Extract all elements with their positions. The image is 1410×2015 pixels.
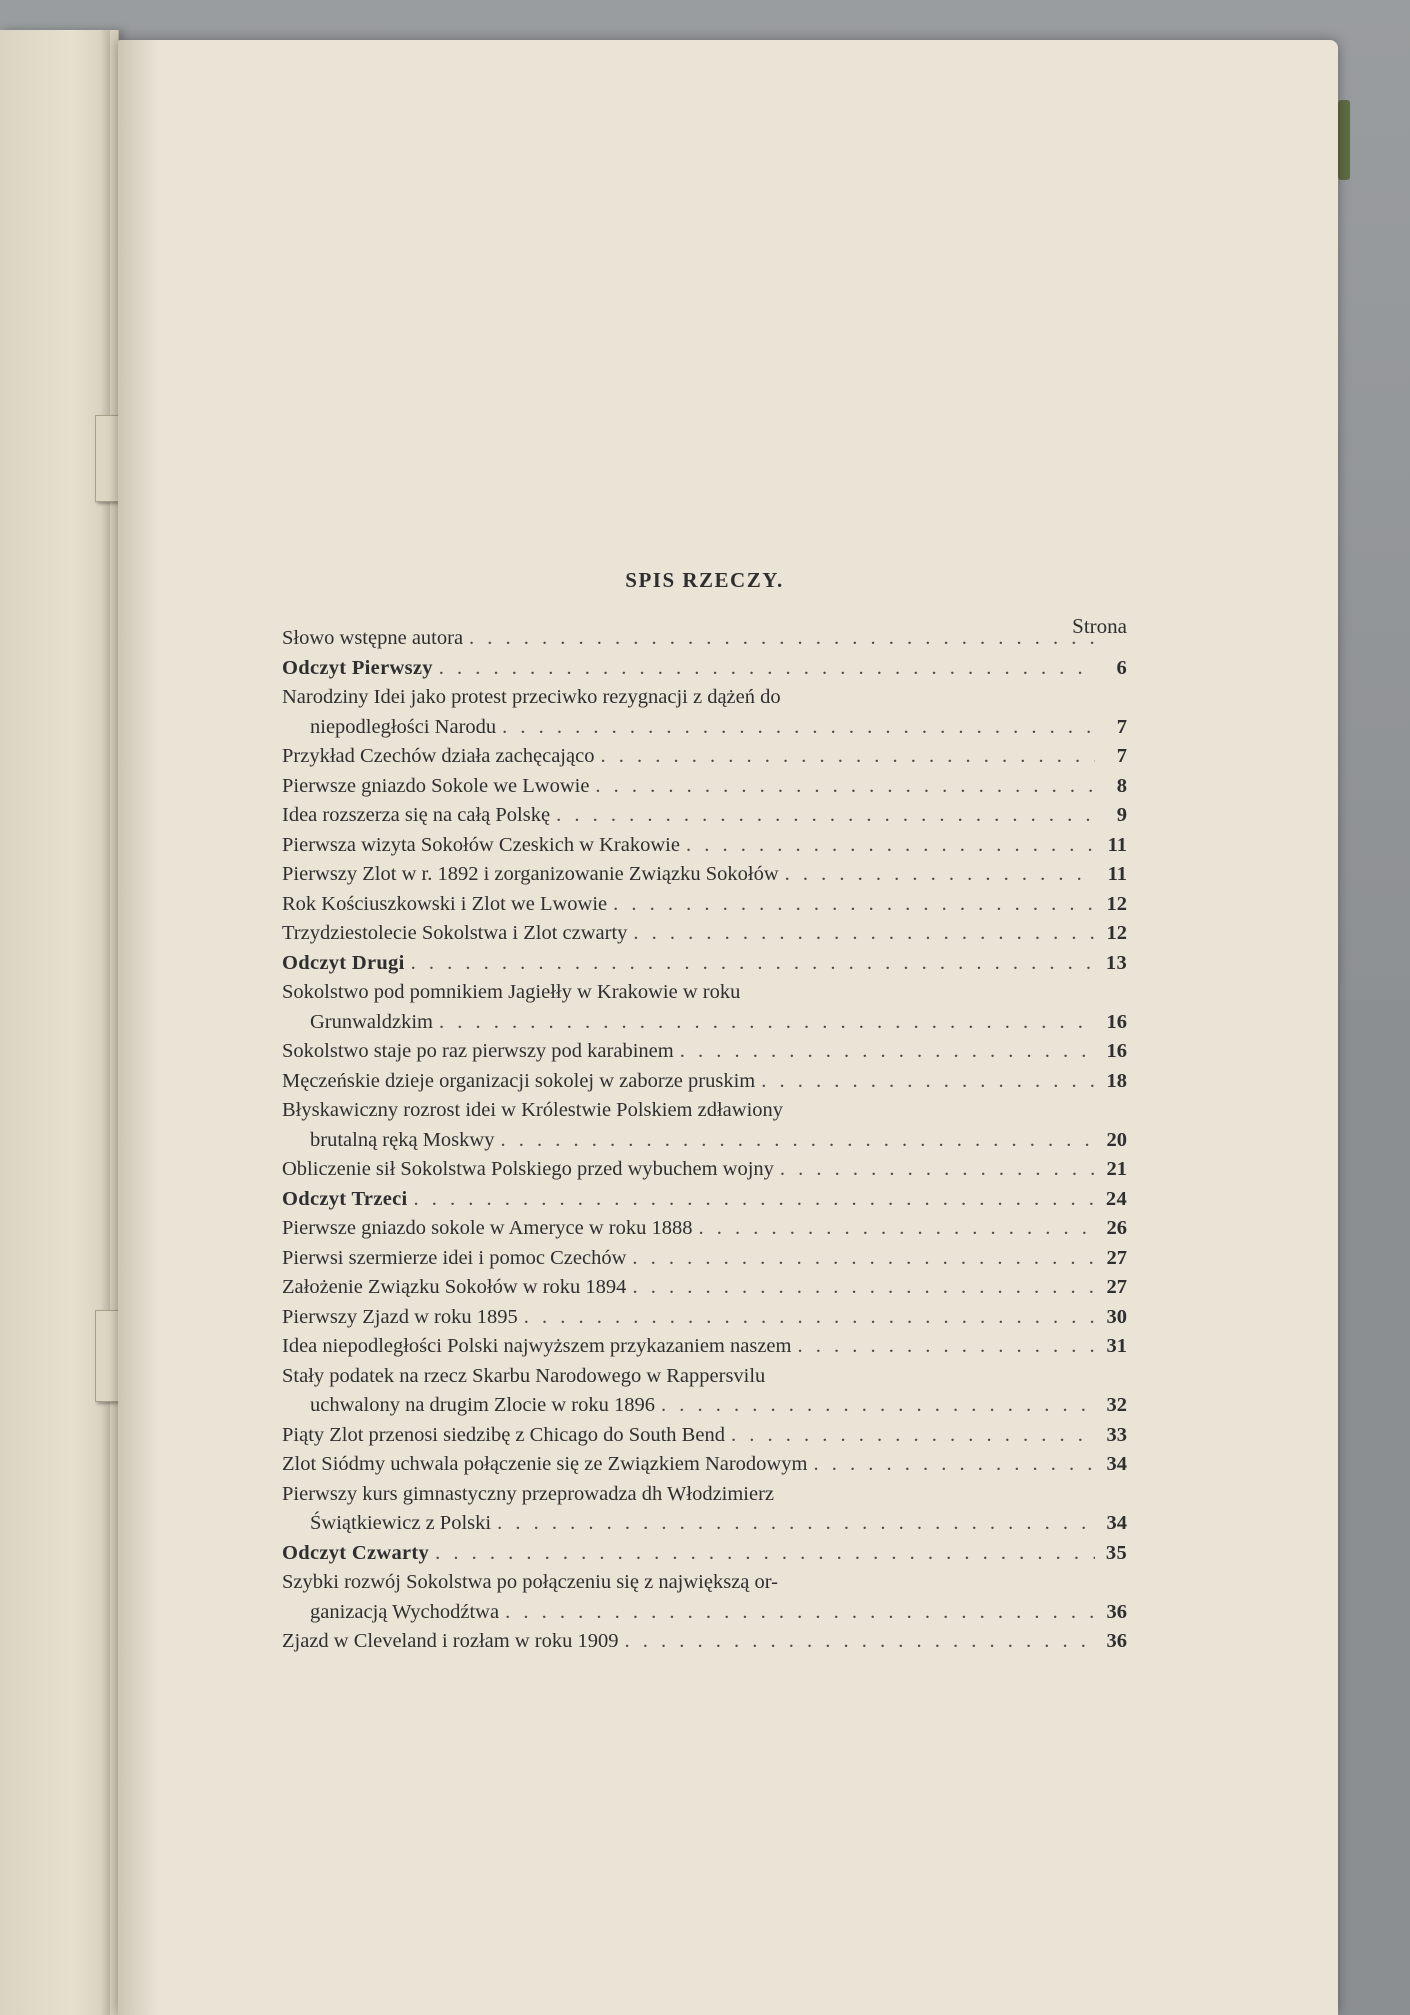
dot-leader — [680, 1037, 1095, 1067]
toc-entry-page-number: 21 — [1106, 1158, 1127, 1180]
toc-entry-page-number: 12 — [1106, 892, 1127, 915]
toc-entry-page-number: 7 — [1116, 745, 1127, 767]
toc-entry — [282, 919, 1127, 949]
toc-entry-page-number: 34 — [1106, 1453, 1127, 1475]
page-shadow — [100, 30, 110, 2015]
toc-entry-title: Trzydziestolecie Sokolstwa i Zlot czwarty — [282, 922, 628, 944]
toc-entry-title-line: Pierwszy kurs gimnastyczny przeprowadza dh Włodzimierz — [282, 1482, 775, 1505]
toc-entry-title: Piąty Zlot przenosi siedzibę z Chicago do South Bend — [282, 1423, 725, 1446]
toc-entry-page-number: 9 — [1116, 804, 1127, 826]
toc-entry-title: Odczyt Pierwszy — [282, 656, 433, 679]
toc-entry-page-number: 16 — [1106, 1010, 1127, 1033]
toc-entry-title: brutalną ręką Moskwy — [310, 1128, 495, 1151]
dot-leader — [439, 654, 1095, 684]
toc-entry — [282, 1067, 1127, 1097]
toc-title: SPIS RZECZY. — [625, 568, 784, 592]
toc-entry-title: Odczyt Trzeci — [282, 1187, 408, 1210]
toc-entry-title: Rok Kościuszkowski i Zlot we Lwowie — [282, 892, 608, 915]
toc-entry-title: Męczeńskie dzieje organizacji sokolej w zaborze pruskim — [282, 1069, 756, 1092]
toc-entry — [282, 1480, 1127, 1539]
toc-entry — [282, 1096, 1127, 1155]
toc-entry — [282, 683, 1127, 742]
toc-entry-title: niepodległości Narodu — [310, 715, 497, 738]
toc-entry-title: Grunwaldzkim — [310, 1010, 433, 1033]
toc-entry — [282, 1273, 1127, 1303]
dot-leader — [411, 949, 1095, 979]
toc-entry — [282, 1450, 1127, 1480]
toc-entry-page-number: 31 — [1106, 1335, 1127, 1357]
toc-entry-page-number: 34 — [1106, 1512, 1127, 1534]
toc-entry-title: Słowo wstępne autora — [282, 627, 464, 649]
toc-entry — [282, 1244, 1127, 1274]
toc-entry-page-number: 6 — [1116, 656, 1127, 679]
toc-entry-title: Zjazd w Cleveland i rozłam w roku 1909 — [282, 1630, 619, 1652]
toc-entry — [282, 1332, 1127, 1362]
dot-leader — [414, 1185, 1095, 1215]
toc-entry — [282, 1627, 1127, 1657]
toc-entry — [282, 890, 1127, 920]
toc-entry-page-number: 11 — [1107, 833, 1127, 856]
toc-entry — [282, 1037, 1127, 1067]
toc-entry — [282, 742, 1127, 772]
toc-entry — [282, 1214, 1127, 1244]
toc-entry-title-line: Sokolstwo pod pomnikiem Jagiełły w Krakowie w roku — [282, 981, 741, 1003]
toc-entry-page-number: 7 — [1116, 715, 1127, 738]
dot-leader — [785, 860, 1095, 890]
dot-leader — [632, 1244, 1095, 1274]
toc-entry-page-number: 13 — [1105, 951, 1127, 974]
toc-entries — [282, 624, 1127, 1657]
toc-entry-title: Pierwszy Zlot w r. 1892 i zorganizowanie Związku Sokołów — [282, 863, 779, 885]
toc-entry-page-number: 24 — [1105, 1187, 1127, 1210]
toc-entry — [282, 1155, 1127, 1185]
left-page-edge — [0, 30, 119, 2015]
dot-leader — [556, 801, 1095, 831]
toc-entry-page-number: 27 — [1106, 1276, 1127, 1298]
dot-leader — [469, 624, 1095, 654]
toc-entry — [282, 1421, 1127, 1451]
toc-entry — [282, 772, 1127, 802]
toc-entry-title: Pierwsi szermierze idei i pomoc Czechów — [282, 1246, 627, 1269]
toc-entry-title-line: Szybki rozwój Sokolstwa po połączeniu się z największą or- — [282, 1571, 779, 1593]
toc-entry-page-number: 36 — [1106, 1630, 1127, 1652]
toc-entry-page-number: 36 — [1106, 1600, 1127, 1623]
toc-entry — [282, 860, 1127, 890]
toc-entry-title: uchwalony na drugim Zlocie w roku 1896 — [310, 1394, 656, 1416]
toc-entry-title: Przykład Czechów działa zachęcająco — [282, 745, 595, 767]
dot-leader — [633, 919, 1095, 949]
dot-leader — [435, 1539, 1095, 1569]
dot-leader — [497, 1509, 1095, 1539]
toc-entry-page-number: 26 — [1106, 1217, 1127, 1239]
page-gutter — [118, 40, 158, 2015]
toc-entry-title: Idea niepodległości Polski najwyższem przykazaniem naszem — [282, 1335, 792, 1357]
toc-entry — [282, 1539, 1127, 1569]
toc-entry-title: Zlot Siódmy uchwala połączenie się ze Związkiem Narodowym — [282, 1453, 808, 1475]
toc-entry-page-number: 8 — [1116, 774, 1127, 797]
toc-entry-title: Idea rozszerza się na całą Polskę — [282, 804, 551, 826]
toc-entry — [282, 978, 1127, 1037]
dot-leader — [780, 1155, 1095, 1185]
toc-entry-title: Obliczenie sił Sokolstwa Polskiego przed wybuchem wojny — [282, 1158, 774, 1180]
toc-entry-title: ganizacją Wychodźtwa — [310, 1600, 500, 1623]
dot-leader — [624, 1627, 1095, 1657]
dot-leader — [595, 772, 1095, 802]
toc-entry — [282, 1303, 1127, 1333]
toc-entry-page-number: 16 — [1106, 1040, 1127, 1062]
dot-leader — [524, 1303, 1095, 1333]
dot-leader — [600, 742, 1095, 772]
toc-entry-page-number: 35 — [1105, 1541, 1127, 1564]
toc-entry — [282, 801, 1127, 831]
cover-edge — [1338, 100, 1350, 180]
toc-entry-page-number: 20 — [1106, 1128, 1127, 1151]
toc-entry — [282, 1568, 1127, 1627]
dot-leader — [731, 1421, 1095, 1451]
toc-entry-page-number: 32 — [1106, 1394, 1127, 1416]
toc-entry-page-number: 33 — [1106, 1423, 1127, 1446]
dot-leader — [661, 1391, 1095, 1421]
toc-entry — [282, 624, 1127, 654]
toc-entry-title: Sokolstwo staje po raz pierwszy pod karabinem — [282, 1040, 674, 1062]
toc-entry — [282, 1362, 1127, 1421]
toc-entry-title-line: Narodziny Idei jako protest przeciwko rezygnacji z dążeń do — [282, 686, 781, 708]
dot-leader — [439, 1008, 1095, 1038]
toc-entry-page-number: 18 — [1106, 1069, 1127, 1092]
toc-entry-page-number: 27 — [1106, 1246, 1127, 1269]
dot-leader — [632, 1273, 1095, 1303]
dot-leader — [502, 713, 1095, 743]
toc-entry-page-number: 12 — [1106, 922, 1127, 944]
toc-entry — [282, 654, 1127, 684]
page-column-label: Strona — [1072, 614, 1127, 638]
dot-leader — [505, 1598, 1095, 1628]
toc-entry-title: Świątkiewicz z Polski — [310, 1512, 492, 1534]
toc-entry-page-number: 11 — [1107, 863, 1127, 885]
dot-leader — [813, 1450, 1095, 1480]
toc-entry — [282, 831, 1127, 861]
toc-entry-title-line: Stały podatek na rzecz Skarbu Narodowego w Rappersvilu — [282, 1364, 766, 1387]
toc-entry-title: Odczyt Czwarty — [282, 1541, 430, 1564]
toc-entry-page-number: 30 — [1106, 1305, 1127, 1328]
toc-entry-title: Odczyt Drugi — [282, 951, 405, 974]
toc-entry-title: Założenie Związku Sokołów w roku 1894 — [282, 1276, 627, 1298]
dot-leader — [686, 831, 1095, 861]
toc-entry-title: Pierwsza wizyta Sokołów Czeskich w Krakowie — [282, 833, 680, 856]
dot-leader — [761, 1067, 1095, 1097]
toc-entry-title: Pierwszy Zjazd w roku 1895 — [282, 1305, 518, 1328]
dot-leader — [613, 890, 1095, 920]
toc-entry — [282, 949, 1127, 979]
dot-leader — [698, 1214, 1095, 1244]
toc-entry-title: Pierwsze gniazdo sokole w Ameryce w roku 1888 — [282, 1217, 693, 1239]
dot-leader — [500, 1126, 1095, 1156]
dot-leader — [797, 1332, 1095, 1362]
toc-entry-title-line: Błyskawiczny rozrost idei w Królestwie Polskiem zdławiony — [282, 1099, 784, 1121]
toc-entry-title: Pierwsze gniazdo Sokole we Lwowie — [282, 774, 590, 797]
toc-entry — [282, 1185, 1127, 1215]
